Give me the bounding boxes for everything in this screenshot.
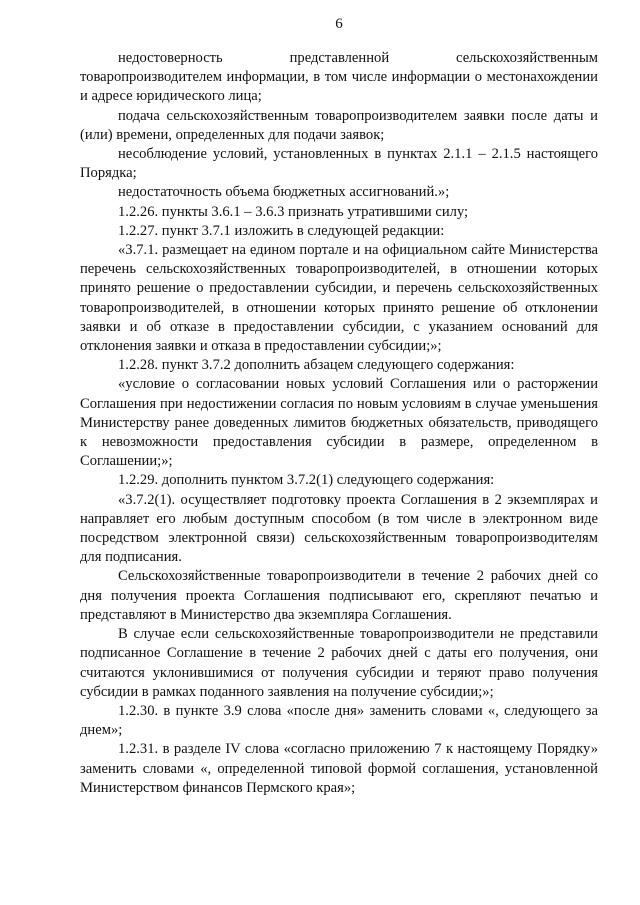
paragraph: В случае если сельскохозяйственные товаропроизводители не представили подписанное Соглашение в течение 2 рабочих дней с даты его получения, они считаются уклонившимися от получения субсидии и теряют право получения субсидии в рамках поданного заявления на получение субсидии;»;: [80, 626, 598, 700]
paragraph: 1.2.27. пункт 3.7.1 изложить в следующей редакции:: [118, 222, 445, 239]
paragraph: недостаточность объема бюджетных ассигнований.»;: [118, 184, 450, 201]
paragraph: 1.2.28. пункт 3.7.2 дополнить абзацем следующего содержания:: [118, 357, 515, 374]
page-number: 6: [335, 16, 343, 32]
paragraph: 1.2.29. дополнить пунктом 3.7.2(1) следующего содержания:: [118, 472, 495, 489]
document-body: [80, 49, 598, 798]
paragraph: 1.2.30. в пункте 3.9 слова «после дня» заменить словами «, следующего за днем»;: [80, 702, 598, 739]
paragraph: Сельскохозяйственные товаропроизводители в течение 2 рабочих дней со дня получения проекта Соглашения подписывают его, скрепляют печатью и представляют в Министерство два экземпляра Соглашения.: [80, 568, 598, 623]
paragraph: «3.7.1. размещает на едином портале и на официальном сайте Министерства перечень сельскохозяйственных товаропроизводителей, в отношении которых принято решение о предоставлении субсидии, и перечень сельскохозяйственных товаропроизводителей, в отношении которых принято решение об отклонении заявки и об отказе в предоставлении субсидии, с указанием оснований для отклонения заявки и отказа в предоставлении субсидии;»;: [80, 242, 598, 355]
paragraph: несоблюдение условий, установленных в пунктах 2.1.1 – 2.1.5 настоящего Порядка;: [80, 146, 598, 182]
paragraph: подача сельскохозяйственным товаропроизводителем заявки после даты и (или) времени, определенных для подачи заявок;: [80, 107, 598, 143]
paragraph: 1.2.31. в разделе IV слова «согласно приложению 7 к настоящему Порядку» заменить словами «, определенной типовой формой соглашения, установленной Министерством финансов Пермского края»;: [80, 741, 598, 796]
paragraph: «3.7.2(1). осуществляет подготовку проекта Соглашения в 2 экземплярах и направляет его любым доступным способом (в том числе в электронном виде посредством электронной связи) сельскохозяйственным товаропроизводителям для подписания.: [80, 491, 598, 566]
paragraph: «условие о согласовании новых условий Соглашения или о расторжении Соглашения при недостижении согласия по новым условиям в случае уменьшения Министерству ранее доведенных лимитов бюджетных обязательств, приводящего к невозможности предоставления субсидии в размере, определенном в Соглашении;»;: [80, 376, 598, 470]
paragraph: недостоверность представленной сельскохозяйственным товаропроизводителем информации, в том числе информации о местонахождении и адресе юридического лица;: [80, 50, 598, 105]
paragraph: 1.2.26. пункты 3.6.1 – 3.6.3 признать утратившими силу;: [118, 203, 469, 220]
